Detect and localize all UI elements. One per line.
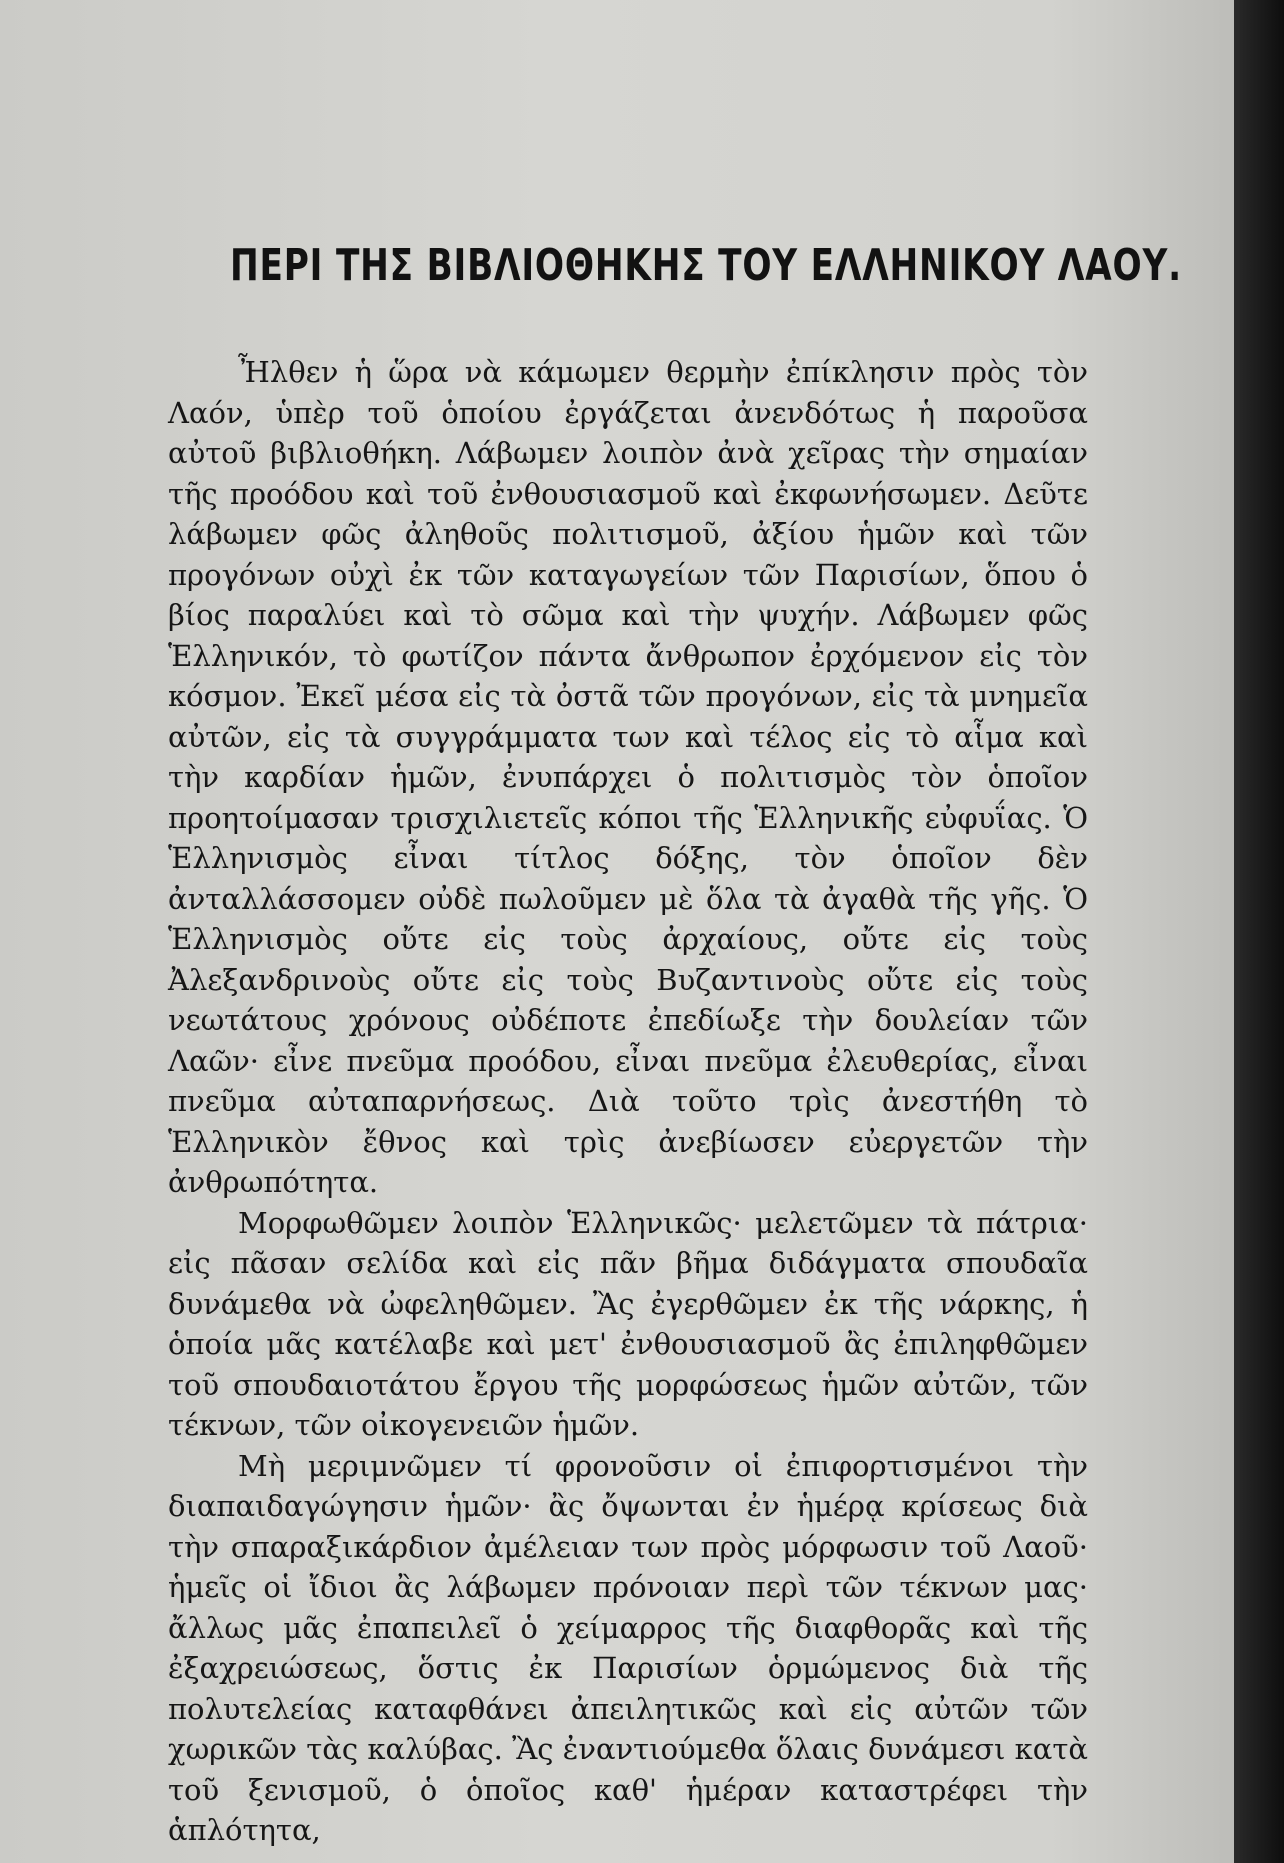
page-edge-shadow <box>1234 0 1284 1863</box>
paragraph: Μορφωθῶμεν λοιπὸν Ἑλληνικῶς· μελετῶμεν τὰ πάτρια· εἰς πᾶσαν σελίδα καὶ εἰς πᾶν βῆμα διδάγματα σπουδαῖα δυνάμεθα νὰ ὠφεληθῶμεν. Ἂς ἐγερθῶμεν ἐκ τῆς νάρκης, ἡ ὁποία μᾶς κατέλαβε καὶ μετ' ἐνθουσιασμοῦ ἂς ἐπιληφθῶμεν τοῦ σπουδαιοτάτου ἔργου τῆς μορφώσεως ἡμῶν αὐτῶν, τῶν τέκνων, τῶν οἰκογενειῶν ἡμῶν. <box>168 1205 1088 1442</box>
paragraph: Μὴ μεριμνῶμεν τί φρονοῦσιν οἱ ἐπιφορτισμένοι τὴν διαπαιδαγώγησιν ἡμῶν· ἂς ὄψωνται ἐν ἡμέρᾳ κρίσεως διὰ τὴν σπαραξικάρδιον ἀμέλειαν των πρὸς μόρφωσιν τοῦ Λαοῦ· ἡμεῖς οἱ ἴδιοι ἂς λάβωμεν πρόνοιαν περὶ τῶν τέκνων μας· ἄλλως μᾶς ἐπαπειλεῖ ὁ χείμαρρος τῆς διαφθορᾶς καὶ τῆς ἐξαχρειώσεως, ὅστις ἐκ Παρισίων ὁρμώμενος διὰ τῆς πολυτελείας καταφθάνει ἀπειλητικῶς καὶ εἰς αὐτῶν τῶν χωρικῶν τὰς καλύβας. Ἂς ἐναντιούμεθα ὅλαις δυνάμεσι κατὰ τοῦ ξενισμοῦ, ὁ ὁποῖος καθ' ἡμέραν καταστρέφει τὴν ἁπλότητα, <box>168 1448 1088 1847</box>
page-title: ΠΕΡΙ ΤΗΣ ΒΙΒΛΙΟΘΗΚΗΣ ΤΟΥ ΕΛΛΗΝΙΚΟΥ ΛΑΟΥ. <box>230 240 1182 291</box>
paragraph: Ἦλθεν ἡ ὥρα νὰ κάμωμεν θερμὴν ἐπίκλησιν πρὸς τὸν Λαόν, ὑπὲρ τοῦ ὁποίου ἐργάζεται ἀνενδότως ἡ παροῦσα αὐτοῦ βιβλιοθήκη. Λάβωμεν λοιπὸν ἀνὰ χεῖρας τὴν σημαίαν τῆς προόδου καὶ τοῦ ἐνθουσιασμοῦ καὶ ἐκφωνήσωμεν. Δεῦτε λάβωμεν φῶς ἀληθοῦς πολιτισμοῦ, ἀξίου ἡμῶν καὶ τῶν προγόνων οὐχὶ ἐκ τῶν καταγωγείων τῶν Παρισίων, ὅπου ὁ βίος παραλύει καὶ τὸ σῶμα καὶ τὴν ψυχήν. Λάβωμεν φῶς Ἑλληνικόν, τὸ φωτίζον πάντα ἄνθρωπον ἐρχόμενον εἰς τὸν κόσμον. Ἐκεῖ μέσα εἰς τὰ ὀστᾶ τῶν προγόνων, εἰς τὰ μνημεῖα αὐτῶν, εἰς τὰ συγγράμματα των καὶ τέλος εἰς τὸ αἷμα καὶ τὴν καρδίαν ἡμῶν, ἐνυπάρχει ὁ πολιτισμὸς τὸν ὁποῖον προητοίμασαν τρισχιλιετεῖς κόποι τῆς Ἑλληνικῆς εὐφυΐας. Ὁ Ἑλληνισμὸς εἶναι τίτλος δόξης, τὸν ὁποῖον δὲν ἀνταλλάσσομεν οὐδὲ πωλοῦμεν μὲ ὅλα τὰ ἀγαθὰ τῆς γῆς. Ὁ Ἑλληνισμὸς οὔτε εἰς τοὺς ἀρχαίους, οὔτε εἰς τοὺς Ἀλεξανδρινοὺς οὔτε εἰς τοὺς Βυζαντινοὺς οὔτε εἰς τοὺς νεωτάτους χρόνους οὐδέποτε ἐπεδίωξε τὴν δουλείαν τῶν Λαῶν· εἶνε πνεῦμα προόδου, εἶναι πνεῦμα ἐλευθερίας, εἶναι πνεῦμα αὐταπαρνήσεως. Διὰ τοῦτο τρὶς ἀνεστήθη τὸ Ἑλληνικὸν ἔθνος καὶ τρὶς ἀνεβίωσεν εὐεργετῶν τὴν ἀνθρωπότητα. <box>168 355 1088 1199</box>
body-text <box>168 352 1088 1851</box>
